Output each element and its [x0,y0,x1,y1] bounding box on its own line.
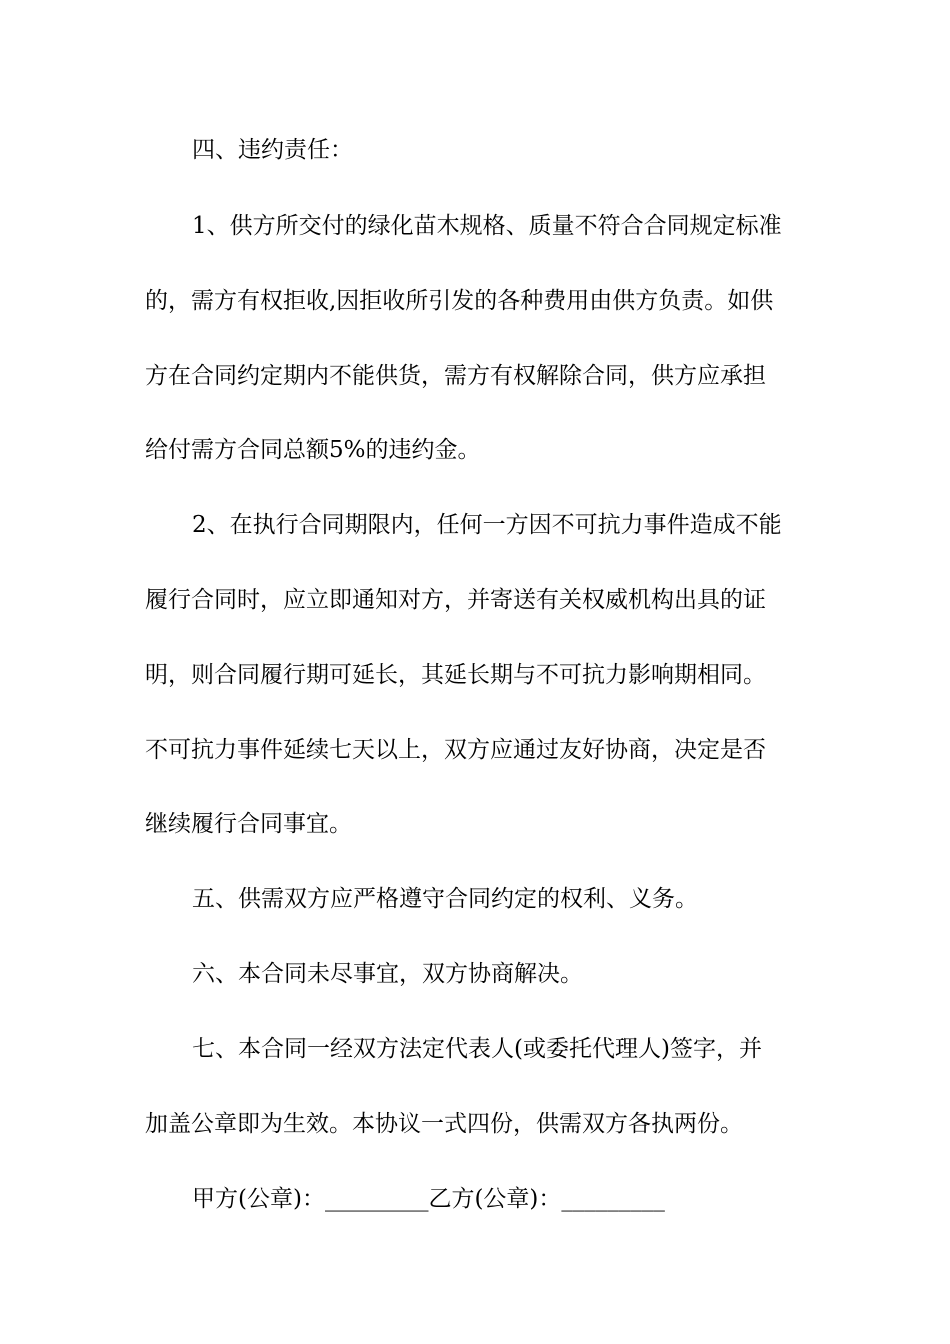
clause-1-line-1: 1、供方所交付的绿化苗木规格、质量不符合合同规定标准 [192,213,782,239]
clause-2-line-3: 明，则合同履行期可延长，其延长期与不可抗力影响期相同。 [145,662,766,688]
section-heading-breach-liability: 四、违约责任： [192,137,353,163]
clause-2-line-5: 继续履行合同事宜。 [145,811,352,837]
section-six-unresolved-matters: 六、本合同未尽事宜，双方协商解决。 [192,961,583,987]
signature-line: 甲方(公章)：_________乙方(公章)：_________ [192,1186,665,1212]
section-seven-line-2: 加盖公章即为生效。本协议一式四份，供需双方各执两份。 [145,1111,743,1137]
clause-1-line-4: 给付需方合同总额5%的违约金。 [145,437,481,463]
section-seven-line-1: 七、本合同一经双方法定代表人(或委托代理人)签字，并 [192,1036,762,1062]
clause-2-line-4: 不可抗力事件延续七天以上，双方应通过友好协商，决定是否 [145,737,766,763]
clause-1-line-2: 的，需方有权拒收,因拒收所引发的各种费用由供方负责。如供 [145,288,774,314]
clause-1-line-3: 方在合同约定期内不能供货，需方有权解除合同，供方应承担 [145,363,766,389]
section-five-obligations: 五、供需双方应严格遵守合同约定的权利、义务。 [192,886,698,912]
clause-2-line-2: 履行合同时，应立即通知对方，并寄送有关权威机构出具的证 [145,587,766,613]
clause-2-line-1: 2、在执行合同期限内，任何一方因不可抗力事件造成不能 [192,512,782,538]
